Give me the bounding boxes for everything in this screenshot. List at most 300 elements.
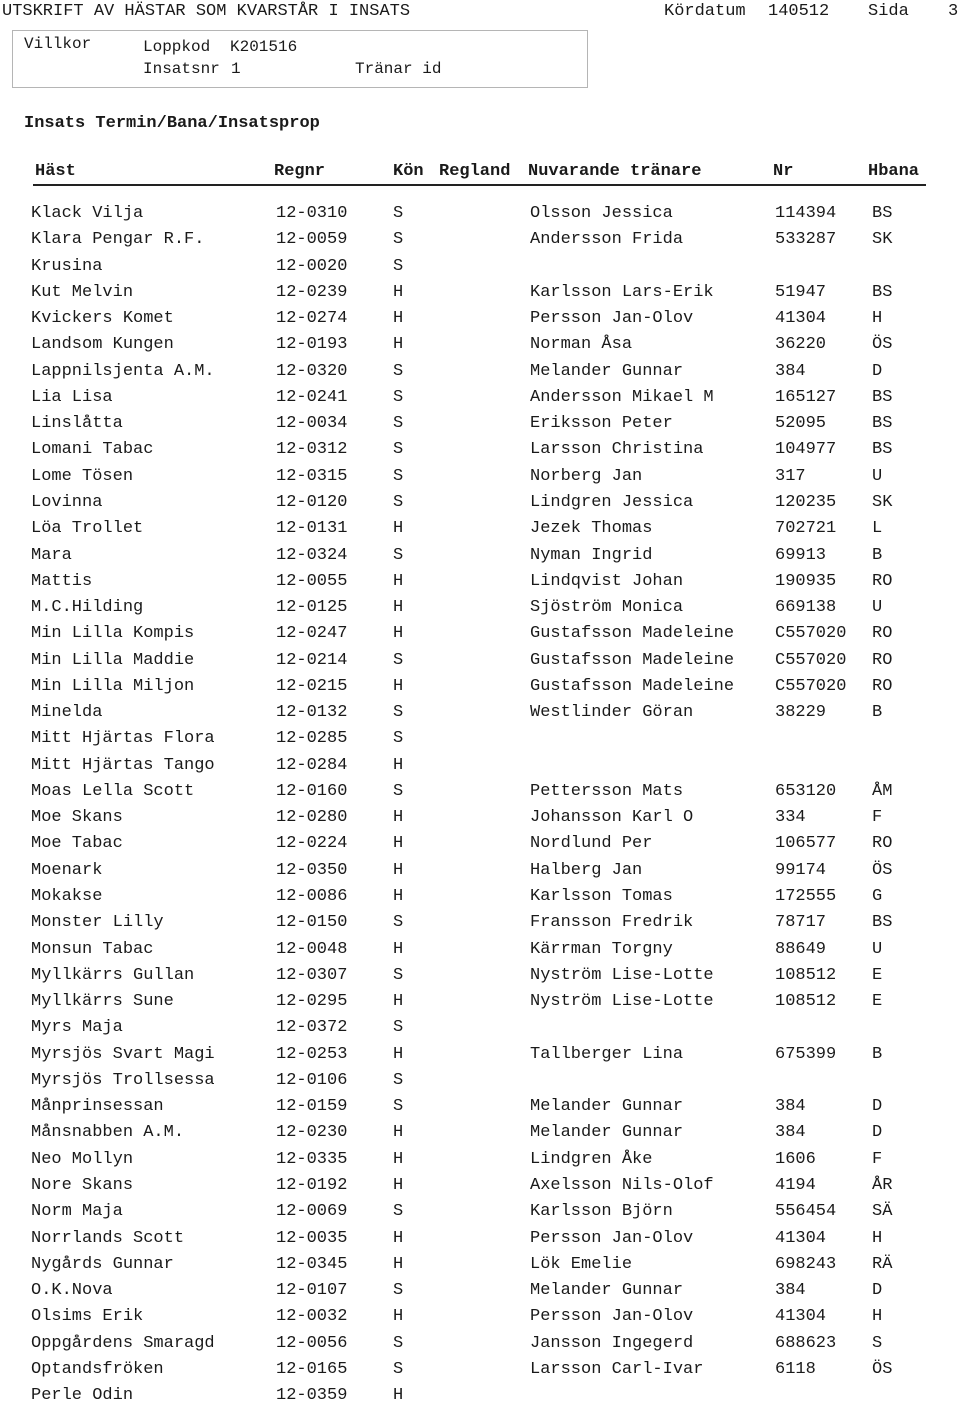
run-date: 140512 (768, 2, 830, 21)
home-track: BS (872, 387, 893, 407)
reg-number: 12-0150 (276, 913, 348, 933)
table-row (0, 519, 960, 545)
home-track: RO (872, 676, 893, 696)
horse-name: Nygårds Gunnar (31, 1254, 174, 1274)
reg-number: 12-0372 (276, 1018, 348, 1038)
trainer-name: Gustafsson Madeleine (530, 650, 735, 670)
trainer-nr: 384 (775, 1123, 806, 1143)
table-row (0, 1334, 960, 1360)
horse-name: Min Lilla Miljon (31, 676, 195, 696)
trainer-name: Persson Jan-Olov (530, 309, 694, 329)
table-row (0, 230, 960, 256)
reg-number: 12-0035 (276, 1228, 348, 1248)
reg-number: 12-0160 (276, 781, 348, 801)
horse-name: Nore Skans (31, 1175, 134, 1195)
reg-number: 12-0059 (276, 230, 348, 250)
reg-number: 12-0284 (276, 755, 348, 775)
sex: H (393, 1254, 404, 1274)
table-row (0, 414, 960, 440)
table-row (0, 467, 960, 493)
sex: H (393, 834, 404, 854)
home-track: H (872, 1228, 883, 1248)
horse-name: Lia Lisa (31, 387, 113, 407)
trainer-name: Melander Gunnar (530, 1281, 684, 1301)
sex: H (393, 1307, 404, 1327)
horse-name: Mara (31, 545, 72, 565)
sex: S (393, 650, 404, 670)
horse-name: Myrsjös Trollsessa (31, 1070, 215, 1090)
sex: H (393, 624, 404, 644)
table-row (0, 257, 960, 283)
home-track: U (872, 466, 883, 486)
trainer-name: Karlsson Lars-Erik (530, 282, 714, 302)
reg-number: 12-0274 (276, 309, 348, 329)
horse-name: Oppgårdens Smaragd (31, 1333, 215, 1353)
table-row (0, 493, 960, 519)
trainer-nr: 533287 (775, 230, 837, 250)
trainer-nr: 41304 (775, 1228, 827, 1248)
trainer-name: Nyström Lise-Lotte (530, 992, 714, 1012)
trainer-nr: 556454 (775, 1202, 837, 1222)
sex: S (393, 492, 404, 512)
sex: S (393, 965, 404, 985)
sex: S (393, 387, 404, 407)
trainer-nr: C557020 (775, 676, 847, 696)
horse-name: Mitt Hjärtas Tango (31, 755, 215, 775)
horse-name: Myllkärrs Gullan (31, 965, 195, 985)
horse-name: Minelda (31, 703, 103, 723)
col-header-regnr: Regnr (274, 162, 326, 181)
trainer-nr: 172555 (775, 887, 837, 907)
table-row (0, 940, 960, 966)
trainer-nr: 38229 (775, 703, 827, 723)
sex: H (393, 519, 404, 539)
horse-name: Neo Mollyn (31, 1149, 134, 1169)
trainer-nr: 698243 (775, 1254, 837, 1274)
horse-name: Perle Odin (31, 1386, 134, 1406)
trainer-nr: 702721 (775, 519, 837, 539)
trainer-name: Johansson Karl O (530, 808, 694, 828)
trainer-nr: 384 (775, 1281, 806, 1301)
table-row (0, 309, 960, 335)
sex: S (393, 1070, 404, 1090)
conditions-label: Villkor (24, 35, 92, 53)
reg-number: 12-0307 (276, 965, 348, 985)
sex: S (393, 781, 404, 801)
trainer-nr: 653120 (775, 781, 837, 801)
horse-name: Optandsfröken (31, 1359, 164, 1379)
sex: H (393, 282, 404, 302)
trainer-name: Olsson Jessica (530, 204, 673, 223)
horse-name: O.K.Nova (31, 1281, 113, 1301)
table-row (0, 756, 960, 782)
sex: S (393, 466, 404, 486)
trainer-name: Melander Gunnar (530, 361, 684, 381)
entry-no-label: Insatsnr (143, 60, 220, 78)
horse-name: Myllkärrs Sune (31, 992, 174, 1012)
sex: S (393, 1097, 404, 1117)
reg-number: 12-0020 (276, 256, 348, 276)
horse-name: Krusina (31, 256, 103, 276)
trainer-name: Norman Åsa (530, 335, 633, 355)
home-track: D (872, 361, 883, 381)
trainer-nr: 317 (775, 466, 806, 486)
horse-name: Månprinsessan (31, 1097, 164, 1117)
table-row (0, 1018, 960, 1044)
table-row (0, 651, 960, 677)
trainer-nr: 1606 (775, 1149, 816, 1169)
trainer-name: Larsson Carl-Ivar (530, 1359, 704, 1379)
trainer-name: Melander Gunnar (530, 1097, 684, 1117)
reg-number: 12-0032 (276, 1307, 348, 1327)
sex: H (393, 571, 404, 591)
reg-number: 12-0230 (276, 1123, 348, 1143)
trainer-name: Lindgren Åke (530, 1149, 653, 1169)
sex: H (393, 1386, 404, 1406)
table-row (0, 598, 960, 624)
horse-name: M.C.Hilding (31, 598, 144, 618)
sex: H (393, 992, 404, 1012)
run-date-label: Kördatum (664, 2, 746, 21)
sex: S (393, 1359, 404, 1379)
col-header-hbana: Hbana (868, 162, 920, 181)
trainer-name: Eriksson Peter (530, 414, 673, 434)
reg-number: 12-0125 (276, 598, 348, 618)
home-track: D (872, 1123, 883, 1143)
home-track: H (872, 309, 883, 329)
horse-name: Norm Maja (31, 1202, 123, 1222)
sex: H (393, 1044, 404, 1064)
reg-number: 12-0106 (276, 1070, 348, 1090)
reg-number: 12-0055 (276, 571, 348, 591)
table-row (0, 966, 960, 992)
trainer-nr: 669138 (775, 598, 837, 618)
reg-number: 12-0320 (276, 361, 348, 381)
trainer-name: Andersson Frida (530, 230, 684, 250)
race-code-label: Loppkod (143, 38, 211, 56)
horse-name: Monster Lilly (31, 913, 164, 933)
trainer-nr: 384 (775, 1097, 806, 1117)
trainer-nr: 88649 (775, 939, 827, 959)
conditions-box (12, 30, 588, 88)
trainer-nr: 108512 (775, 965, 837, 985)
reg-number: 12-0215 (276, 676, 348, 696)
sex: H (393, 335, 404, 355)
sex: S (393, 545, 404, 565)
home-track: SK (872, 230, 893, 250)
horse-name: Moenark (31, 860, 103, 880)
reg-number: 12-0280 (276, 808, 348, 828)
table-row (0, 335, 960, 361)
trainer-nr: 334 (775, 808, 806, 828)
table-row (0, 1255, 960, 1281)
reg-number: 12-0131 (276, 519, 348, 539)
reg-number: 12-0165 (276, 1359, 348, 1379)
table-row (0, 782, 960, 808)
table-row (0, 808, 960, 834)
trainer-name: Gustafsson Madeleine (530, 624, 735, 644)
table-row (0, 1123, 960, 1149)
reg-number: 12-0120 (276, 492, 348, 512)
table-row (0, 440, 960, 466)
page-label: Sida (868, 2, 909, 21)
trainer-nr: 190935 (775, 571, 837, 591)
reg-number: 12-0159 (276, 1097, 348, 1117)
horse-name: Moe Tabac (31, 834, 123, 854)
reg-number: 12-0285 (276, 729, 348, 749)
home-track: U (872, 598, 883, 618)
table-row (0, 1229, 960, 1255)
sex: H (393, 598, 404, 618)
horse-name: Moas Lella Scott (31, 781, 195, 801)
home-track: ÖS (872, 335, 893, 355)
trainer-name: Gustafsson Madeleine (530, 676, 735, 696)
reg-number: 12-0086 (276, 887, 348, 907)
horse-name: Lappnilsjenta A.M. (31, 361, 215, 381)
reg-number: 12-0056 (276, 1333, 348, 1353)
sex: H (393, 808, 404, 828)
home-track: BS (872, 204, 893, 223)
sex: S (393, 256, 404, 276)
trainer-name: Persson Jan-Olov (530, 1307, 694, 1327)
trainer-nr: 41304 (775, 309, 827, 329)
home-track: RO (872, 650, 893, 670)
trainer-name: Karlsson Björn (530, 1202, 673, 1222)
home-track: RO (872, 624, 893, 644)
reg-number: 12-0359 (276, 1386, 348, 1406)
trainer-nr: 106577 (775, 834, 837, 854)
home-track: ÖS (872, 1359, 893, 1379)
home-track: L (872, 519, 883, 539)
table-row (0, 729, 960, 755)
horse-name: Olsims Erik (31, 1307, 144, 1327)
home-track: SÄ (872, 1202, 893, 1222)
trainer-nr: 104977 (775, 440, 837, 460)
race-code: K201516 (230, 38, 298, 56)
trainer-name: Andersson Mikael M (530, 387, 714, 407)
reg-number: 12-0247 (276, 624, 348, 644)
trainer-name: Sjöström Monica (530, 598, 684, 618)
horse-name: Klack Vilja (31, 204, 144, 223)
table-row (0, 1202, 960, 1228)
reg-number: 12-0239 (276, 282, 348, 302)
trainer-name: Melander Gunnar (530, 1123, 684, 1143)
home-track: D (872, 1097, 883, 1117)
table-row (0, 1386, 960, 1412)
sex: H (393, 1149, 404, 1169)
home-track: ÖS (872, 860, 893, 880)
sex: S (393, 913, 404, 933)
horse-name: Mitt Hjärtas Flora (31, 729, 215, 749)
trainer-name: Jansson Ingegerd (530, 1333, 694, 1353)
reg-number: 12-0310 (276, 204, 348, 223)
horse-name: Månsnabben A.M. (31, 1123, 185, 1143)
horse-name: Myrsjös Svart Magi (31, 1044, 215, 1064)
home-track: ÅR (872, 1175, 893, 1195)
home-track: BS (872, 282, 893, 302)
table-row (0, 362, 960, 388)
horse-name: Landsom Kungen (31, 335, 174, 355)
trainer-nr: 120235 (775, 492, 837, 512)
trainer-nr: 52095 (775, 414, 827, 434)
reg-number: 12-0214 (276, 650, 348, 670)
reg-number: 12-0132 (276, 703, 348, 723)
trainer-name: Nyman Ingrid (530, 545, 653, 565)
sex: H (393, 755, 404, 775)
reg-number: 12-0193 (276, 335, 348, 355)
trainer-nr: 675399 (775, 1044, 837, 1064)
table-row (0, 204, 960, 230)
reg-number: 12-0345 (276, 1254, 348, 1274)
sex: H (393, 676, 404, 696)
sex: S (393, 440, 404, 460)
horse-name: Lome Tösen (31, 466, 134, 486)
sex: H (393, 860, 404, 880)
trainer-name: Fransson Fredrik (530, 913, 694, 933)
reg-number: 12-0335 (276, 1149, 348, 1169)
col-header-trainer: Nuvarande tränare (528, 162, 702, 181)
table-row (0, 1045, 960, 1071)
reg-number: 12-0241 (276, 387, 348, 407)
trainer-name: Jezek Thomas (530, 519, 653, 539)
sex: S (393, 204, 404, 223)
page-number: 3 (948, 2, 959, 21)
horse-name: Löa Trollet (31, 519, 144, 539)
header-rule (33, 184, 926, 186)
table-row (0, 677, 960, 703)
trainer-nr: 688623 (775, 1333, 837, 1353)
home-track: F (872, 808, 883, 828)
home-track: RO (872, 571, 893, 591)
home-track: BS (872, 913, 893, 933)
table-row (0, 546, 960, 572)
trainer-name: Kärrman Torgny (530, 939, 673, 959)
horse-name: Min Lilla Kompis (31, 624, 195, 644)
trainer-name: Larsson Christina (530, 440, 704, 460)
sex: S (393, 1281, 404, 1301)
trainer-name: Lindqvist Johan (530, 571, 684, 591)
section-title: Insats Termin/Bana/Insatsprop (24, 114, 320, 133)
trainer-nr: 41304 (775, 1307, 827, 1327)
home-track: E (872, 965, 883, 985)
home-track: BS (872, 414, 893, 434)
reg-number: 12-0048 (276, 939, 348, 959)
trainer-nr: 69913 (775, 545, 827, 565)
trainer-nr: 36220 (775, 335, 827, 355)
table-row (0, 1097, 960, 1123)
trainer-name: Nyström Lise-Lotte (530, 965, 714, 985)
entry-no: 1 (231, 60, 241, 78)
table-row (0, 624, 960, 650)
table-row (0, 913, 960, 939)
trainer-nr: 384 (775, 361, 806, 381)
trainer-name: Nordlund Per (530, 834, 653, 854)
table-row (0, 1150, 960, 1176)
horse-name: Kut Melvin (31, 282, 134, 302)
trainer-nr: C557020 (775, 624, 847, 644)
home-track: F (872, 1149, 883, 1169)
report-title: UTSKRIFT AV HÄSTAR SOM KVARSTÅR I INSATS (2, 2, 411, 21)
horse-name: Moe Skans (31, 808, 123, 828)
sex: S (393, 703, 404, 723)
sex: S (393, 1202, 404, 1222)
horse-name: Min Lilla Maddie (31, 650, 195, 670)
reg-number: 12-0107 (276, 1281, 348, 1301)
horse-name: Myrs Maja (31, 1018, 123, 1038)
trainer-nr: C557020 (775, 650, 847, 670)
reg-number: 12-0192 (276, 1175, 348, 1195)
horse-name: Linslåtta (31, 414, 123, 434)
sex: H (393, 1175, 404, 1195)
sex: S (393, 729, 404, 749)
home-track: RO (872, 834, 893, 854)
horse-name: Kvickers Komet (31, 309, 174, 329)
trainer-nr: 99174 (775, 860, 827, 880)
home-track: B (872, 703, 883, 723)
trainer-name: Lindgren Jessica (530, 492, 694, 512)
home-track: B (872, 1044, 883, 1064)
sex: H (393, 1123, 404, 1143)
trainer-name: Halberg Jan (530, 860, 643, 880)
home-track: ÅM (872, 781, 893, 801)
trainer-name: Westlinder Göran (530, 703, 694, 723)
table-row (0, 388, 960, 414)
horse-name: Lovinna (31, 492, 103, 512)
table-row (0, 834, 960, 860)
home-track: D (872, 1281, 883, 1301)
table-row (0, 283, 960, 309)
home-track: S (872, 1333, 883, 1353)
horse-name: Mokakse (31, 887, 103, 907)
trainer-name: Karlsson Tomas (530, 887, 673, 907)
trainer-nr: 6118 (775, 1359, 816, 1379)
sex: H (393, 939, 404, 959)
table-row (0, 992, 960, 1018)
trainer-nr: 108512 (775, 992, 837, 1012)
sex: S (393, 1333, 404, 1353)
table-row (0, 1176, 960, 1202)
trainer-name: Tallberger Lina (530, 1044, 684, 1064)
trainer-id-label: Tränar id (355, 60, 442, 78)
sex: S (393, 414, 404, 434)
sex: S (393, 230, 404, 250)
trainer-nr: 78717 (775, 913, 827, 933)
reg-number: 12-0312 (276, 440, 348, 460)
sex: H (393, 887, 404, 907)
trainer-nr: 114394 (775, 204, 837, 223)
reg-number: 12-0253 (276, 1044, 348, 1064)
horse-name: Mattis (31, 571, 93, 591)
col-header-nr: Nr (773, 162, 794, 181)
reg-number: 12-0224 (276, 834, 348, 854)
trainer-name: Pettersson Mats (530, 781, 684, 801)
table-row (0, 887, 960, 913)
horse-name: Monsun Tabac (31, 939, 154, 959)
reg-number: 12-0069 (276, 1202, 348, 1222)
col-header-horse: Häst (35, 162, 76, 181)
table-row (0, 1307, 960, 1333)
trainer-name: Persson Jan-Olov (530, 1228, 694, 1248)
home-track: E (872, 992, 883, 1012)
horse-name: Lomani Tabac (31, 440, 154, 460)
sex: S (393, 361, 404, 381)
sex: H (393, 1228, 404, 1248)
trainer-name: Norberg Jan (530, 466, 643, 486)
home-track: BS (872, 440, 893, 460)
trainer-nr: 51947 (775, 282, 827, 302)
home-track: RÄ (872, 1254, 893, 1274)
sex: H (393, 309, 404, 329)
